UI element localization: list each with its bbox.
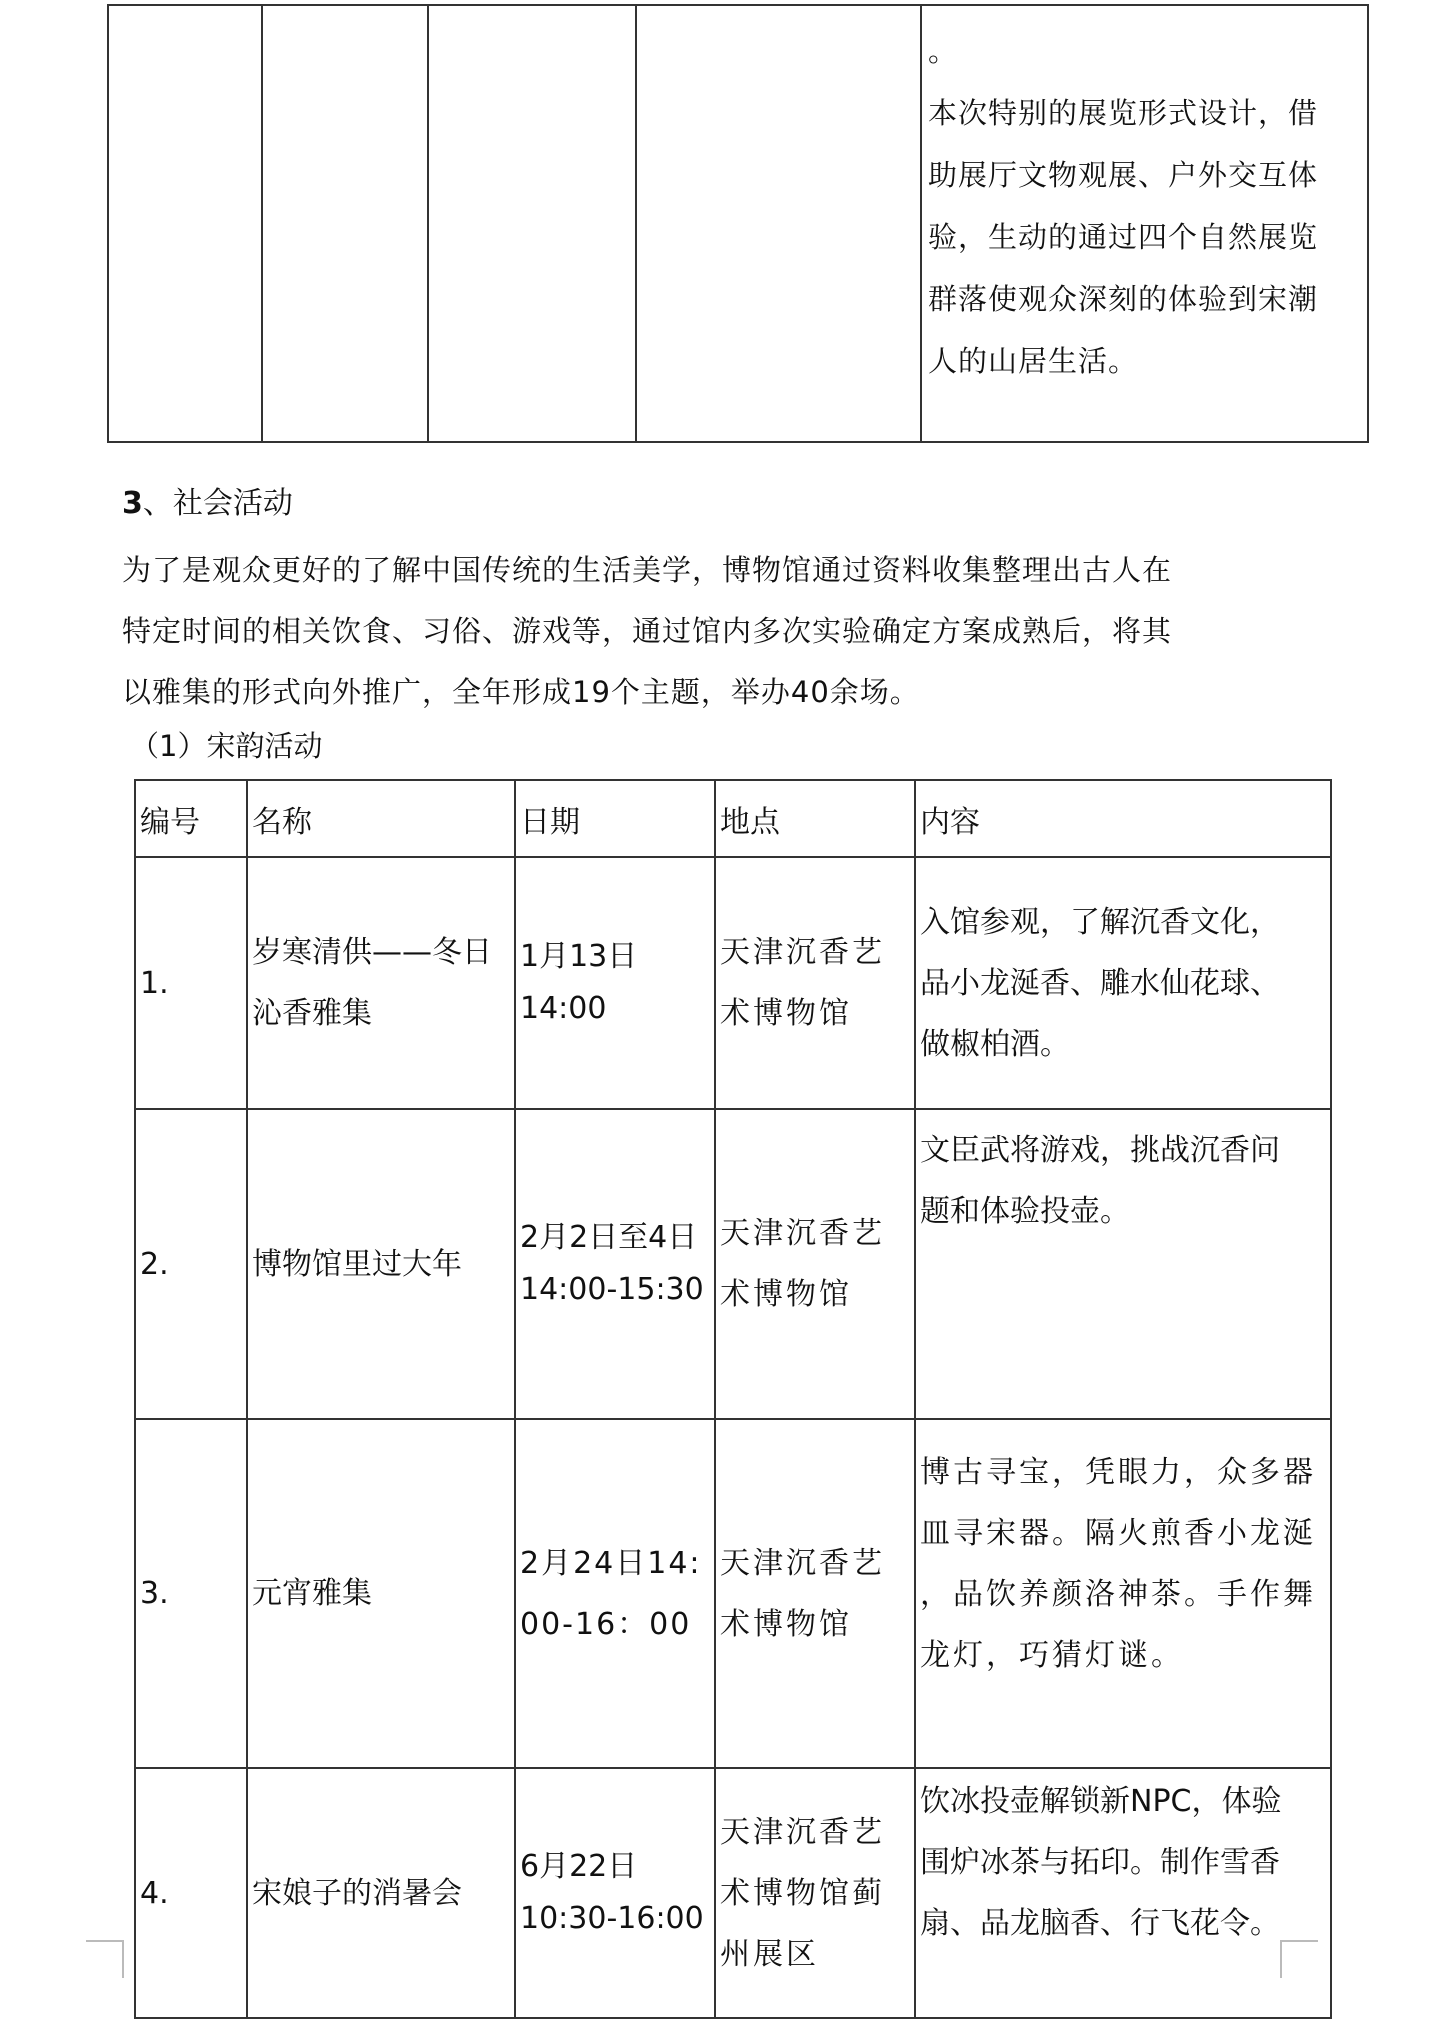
name-line: 元宵雅集 [252,1576,372,1611]
section-number: 3 [122,486,143,521]
note-line: 验，生动的通过四个自然展览 [928,220,1319,254]
activity-table [134,779,1332,2019]
place-line: 天津沉香艺 [720,1814,885,1850]
content-line: 皿寻宋器。隔火煎香小龙涎 [920,1516,1316,1551]
table-row [135,1768,1331,2018]
place-line: 州展区 [720,1936,819,1972]
content-line: 品小龙涎香、雕水仙花球、 [920,965,1280,1001]
section-title: 、社会活动 [142,486,293,521]
note-line: 人的山居生活。 [928,344,1139,378]
activity-date [515,1419,715,1768]
activity-name [247,1419,515,1768]
content-line: 龙灯，巧猜灯谜。 [920,1638,1184,1673]
place-line: 术博物馆 [720,996,852,1031]
paragraph-line: 特定时间的相关饮食、习俗、游戏等，通过馆内多次实验确定方案成熟后，将其 [122,614,1173,648]
page-corner-mark-right [1280,1940,1318,1978]
header-cell-number: 编号 [135,780,247,857]
row-number: 4. [135,1768,247,2018]
content-line: 扇、品龙脑香、行飞花令。 [920,1906,1280,1941]
content-line: ，品饮养颜洛神茶。手作舞 [920,1577,1316,1612]
activity-name [247,1109,515,1419]
note-line: 群落使观众深刻的体验到宋潮 [928,282,1319,316]
content-line: 饮冰投壶解锁新NPC，体验 [920,1784,1282,1819]
place-line: 术博物馆 [720,1606,852,1642]
content-line: 入馆参观，了解沉香文化， [920,904,1280,940]
place-line: 天津沉香艺 [720,1545,885,1581]
activity-content [915,857,1331,1109]
activity-content [915,1109,1331,1419]
header-cell-place: 地点 [715,780,915,857]
name-line: 博物馆里过大年 [252,1246,462,1282]
place-line: 术博物馆 [720,1277,852,1312]
date-line: 14:00-15:30 [520,1272,704,1307]
activity-name [247,1768,515,2018]
date-line: 6月22日 [520,1849,638,1884]
date-line: 14:00 [520,991,607,1026]
header-cell-content: 内容 [915,780,1331,857]
name-line: 沁香雅集 [252,996,372,1031]
place-line: 术博物馆蓟 [720,1875,885,1911]
paragraph-line: 以雅集的形式向外推广，全年形成19个主题，举办40余场。 [122,675,920,709]
date-line: 00-16：00 [520,1606,692,1642]
row-number: 1. [135,857,247,1109]
empty-cell [428,5,636,442]
name-line: 岁寒清供——冬日 [252,935,492,970]
content-line: 题和体验投壶。 [920,1194,1130,1229]
previous-table-continuation [107,4,1369,443]
table-row [135,1419,1331,1768]
activity-place [715,1419,915,1768]
activity-content [915,1768,1331,2018]
date-line: 2月2日至4日 [520,1220,698,1255]
empty-cell [108,5,262,442]
activity-place [715,857,915,1109]
table-row [135,1109,1331,1419]
date-line: 1月13日 [520,939,638,974]
place-line: 天津沉香艺 [720,935,885,970]
table-row [135,857,1331,1109]
table-header-row [135,780,1331,857]
paragraph-line: 为了是观众更好的了解中国传统的生活美学，博物馆通过资料收集整理出古人在 [122,553,1173,587]
activity-name [247,857,515,1109]
content-line: 围炉冰茶与拓印。制作雪香 [920,1845,1280,1880]
section-heading [122,478,293,522]
activity-date [515,1109,715,1419]
activity-place [715,1768,915,2018]
note-line: 助展厅文物观展、户外交互体 [928,158,1319,192]
name-line: 宋娘子的消暑会 [252,1875,462,1911]
empty-cell [262,5,428,442]
note-line: 。 [928,34,959,68]
exhibition-note-cell [921,5,1368,442]
header-cell-date: 日期 [515,780,715,857]
empty-cell [636,5,921,442]
note-line: 本次特别的展览形式设计，借 [928,96,1319,130]
activity-place [715,1109,915,1419]
place-line: 天津沉香艺 [720,1216,885,1251]
activity-content [915,1419,1331,1768]
subsection-heading: （1）宋韵活动 [130,729,323,763]
content-line: 做椒柏酒。 [920,1026,1070,1062]
content-line: 博古寻宝，凭眼力，众多器 [920,1455,1316,1490]
section-paragraph [122,540,1302,723]
date-line: 10:30-16:00 [520,1901,704,1936]
activity-date [515,1768,715,2018]
activity-date [515,857,715,1109]
header-cell-name: 名称 [247,780,515,857]
row-number: 3. [135,1419,247,1768]
content-line: 文臣武将游戏，挑战沉香问 [920,1133,1280,1168]
page-corner-mark-left [86,1940,124,1978]
row-number: 2. [135,1109,247,1419]
date-line: 2月24日14: [520,1545,702,1581]
